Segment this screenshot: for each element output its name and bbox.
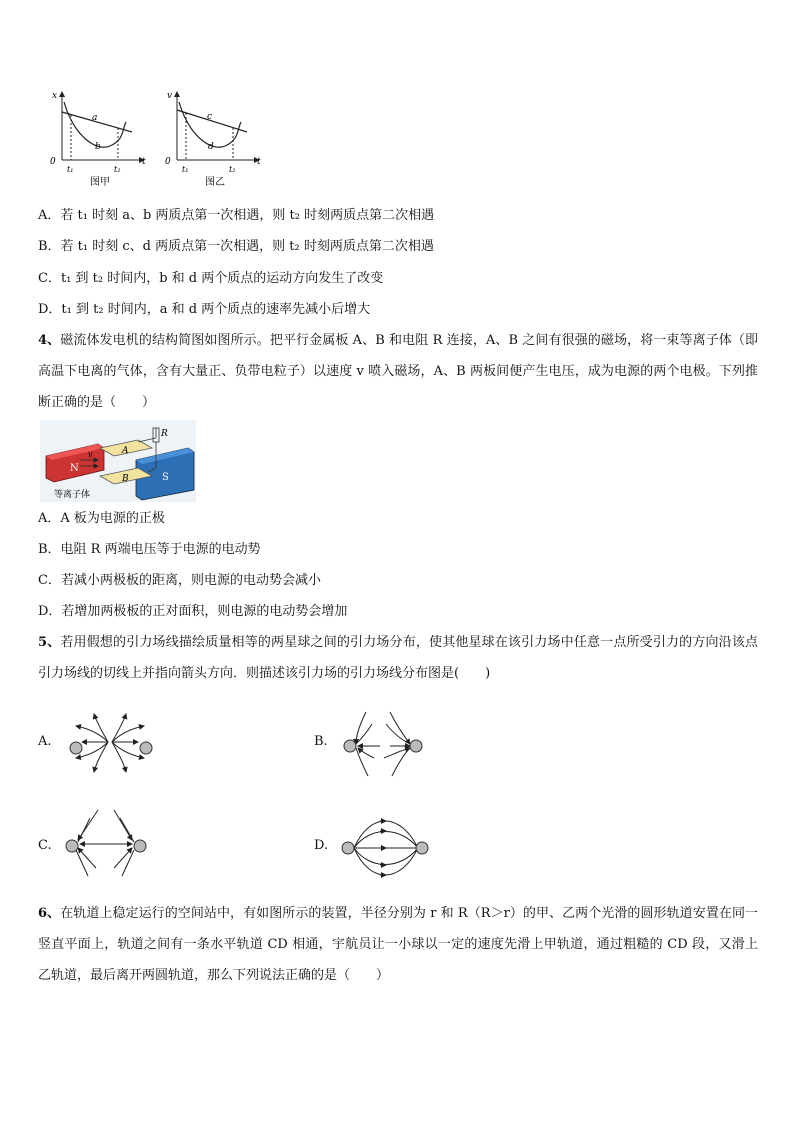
q5-stem-text: 若用假想的引力场线描绘质量相等的两星球之间的引力场分布，使其他星球在该引力场中任意一点所受引力的方向沿该点引力场线的切线上并指向箭头方向．则描述该引力场的引力场线分布图是( ) — [38, 635, 758, 681]
q5-number: 5、 — [38, 635, 61, 650]
label-a: a — [92, 113, 98, 123]
field-diagram-c — [66, 810, 146, 876]
graph-jia — [62, 92, 144, 160]
figure-jia-yi — [40, 86, 265, 192]
field-diagram-d — [342, 821, 428, 875]
resistor-label: R — [161, 429, 168, 439]
field-diagram-b — [344, 712, 422, 776]
q5-stem — [38, 627, 758, 689]
label-x: x — [52, 91, 58, 101]
caption-jia: 图甲 — [90, 177, 110, 188]
q5-option-c-label: C. — [38, 838, 52, 853]
label-t2-right: t₂ — [229, 165, 236, 174]
q3-option-b: B．若 t₁ 时刻 c、d 两质点第一次相遇，则 t₂ 时刻两质点第二次相遇 — [38, 239, 434, 254]
caption-yi: 图乙 — [205, 177, 225, 188]
graph-yi — [177, 92, 259, 160]
q4-option-a: A．A 板为电源的正极 — [38, 511, 165, 526]
label-t1-right: t₁ — [182, 165, 189, 174]
label-t1-left: t₁ — [67, 165, 74, 174]
label-d: d — [208, 142, 214, 152]
q4-figure — [40, 420, 196, 502]
q4-option-d: D．若增加两极板的正对面积，则电源的电动势会增加 — [38, 604, 348, 619]
label-v: v — [167, 91, 173, 101]
q5-option-a-label: A. — [38, 734, 52, 749]
label-c: c — [207, 112, 213, 122]
q6-number: 6、 — [38, 906, 61, 921]
plasma-label: 等离子体 — [54, 490, 91, 500]
q5-option-d-label: D. — [314, 838, 329, 853]
q4-number: 4、 — [38, 333, 61, 348]
q4-stem-text: 磁流体发电机的结构简图如图所示。把平行金属板 A、B 和电阻 R 连接，A、B 之间有很强的磁场，将一束等离子体（即高温下电离的气体，含有大量正、负带电粒子）以速度 v 喷入磁场，A、B 两板间便产生电压，成为电源的两个电极。下列推断正确的是（ ） — [38, 333, 758, 410]
label-t-right: t — [257, 157, 261, 167]
q5-diagrams — [0, 700, 794, 890]
q3-option-c: C．t₁ 到 t₂ 时间内，b 和 d 两个质点的运动方向发生了改变 — [38, 271, 384, 286]
label-t-left: t — [142, 157, 146, 167]
label-origin-left: 0 — [50, 157, 56, 167]
q4-option-b: B．电阻 R 两端电压等于电源的电动势 — [38, 542, 261, 557]
q4-option-c: C．若减小两极板的距离，则电源的电动势会减小 — [38, 573, 321, 588]
q3-option-d: D．t₁ 到 t₂ 时间内，a 和 d 两个质点的速率先减小后增大 — [38, 302, 371, 317]
plate-b-label: B — [122, 474, 129, 484]
field-diagram-a — [70, 714, 152, 772]
magnet-s-label: S — [162, 472, 169, 483]
q4-stem — [38, 325, 758, 418]
label-origin-right: 0 — [165, 157, 171, 167]
q5-option-b-label: B. — [314, 734, 328, 749]
plate-a-label: A — [122, 446, 129, 456]
q3-option-a: A．若 t₁ 时刻 a、b 两质点第一次相遇，则 t₂ 时刻两质点第二次相遇 — [38, 208, 435, 223]
q6-stem — [38, 898, 758, 991]
q6-stem-text: 在轨道上稳定运行的空间站中，有如图所示的装置，半径分别为 r 和 R（R＞r）的甲、乙两个光滑的圆形轨道安置在同一竖直平面上，轨道之间有一条水平轨道 CD 相通，宇航员让一小球以一定的速度先滑上甲轨道，通过粗糙的 CD 段，又滑上乙轨道，最后离开两圆轨道，那么下列说法正确的是（ ） — [38, 906, 759, 983]
velocity-label: v — [88, 450, 93, 459]
magnet-n-label: N — [70, 463, 79, 474]
label-t2-left: t₂ — [114, 165, 121, 174]
label-b: b — [95, 142, 101, 152]
